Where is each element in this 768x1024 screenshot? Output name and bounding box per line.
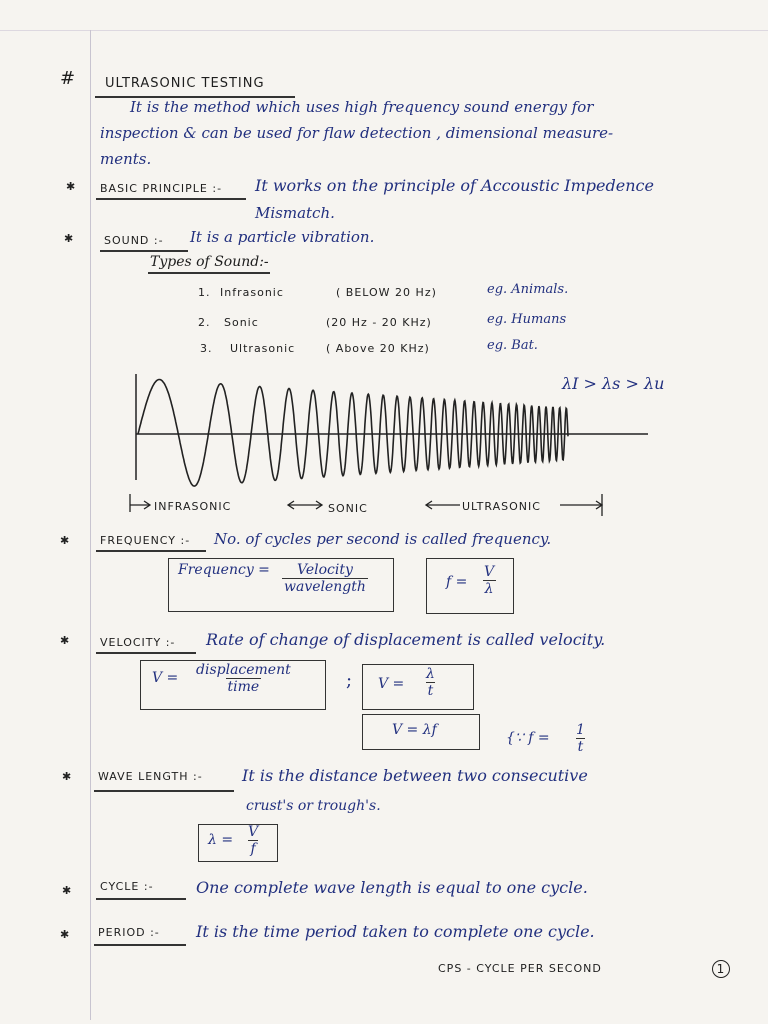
basic-principle-heading: BASIC PRINCIPLE :-: [100, 182, 223, 195]
footer-abbreviation: CPS - CYCLE PER SECOND: [438, 962, 602, 975]
intro-line-3: ments.: [100, 150, 152, 168]
since-fraction: [574, 722, 587, 755]
fraction-denominator: t: [427, 683, 434, 699]
bullet-star: ✱: [60, 634, 70, 647]
bullet-star: ✱: [66, 180, 76, 193]
fraction-numerator: Velocity: [297, 562, 353, 578]
wavelength-text: It is the distance between two consecutive: [242, 766, 588, 785]
velocity-formula-left: V =: [152, 670, 179, 686]
intro-line-1: It is the method which uses high frequency sound energy for: [130, 98, 594, 116]
types-heading: Types of Sound:-: [150, 254, 269, 270]
sound-text: It is a particle vibration.: [190, 228, 375, 246]
frequency-formula-box-2: [426, 558, 514, 614]
fraction-denominator: λ: [484, 581, 494, 597]
frequency-formula-left: Frequency =: [178, 562, 270, 578]
wavelength-text-2: crust's or trough's.: [246, 798, 381, 814]
basic-principle-text: It works on the principle of Accoustic Impedence: [255, 176, 654, 195]
sound-heading: SOUND :-: [104, 234, 164, 247]
fraction-denominator: time: [227, 679, 260, 695]
heading-underline: [96, 898, 186, 900]
bullet-star: ✱: [60, 928, 70, 941]
cycle-heading: CYCLE :-: [100, 880, 154, 893]
type-3-num: 3.: [200, 342, 213, 355]
type-2-range: (20 Hz - 20 KHz): [326, 316, 432, 329]
fraction-denominator: wavelength: [284, 579, 366, 595]
type-3-range: ( Above 20 KHz): [326, 342, 430, 355]
type-2-example: eg. Humans: [487, 312, 567, 327]
type-1-num: 1.: [198, 286, 211, 299]
sound-wave-curve: [138, 380, 568, 487]
period-text: It is the time period taken to complete one cycle.: [196, 922, 595, 941]
velocity-formula-fraction: [194, 662, 293, 695]
page-number: 1: [712, 960, 730, 978]
velocity-text: Rate of change of displacement is called velocity.: [206, 630, 606, 649]
bullet-star: ✱: [62, 770, 72, 783]
fraction-numerator: displacement: [196, 662, 291, 678]
label-sonic: SONIC: [328, 502, 368, 515]
label-ultrasonic: ULTRASONIC: [462, 500, 541, 513]
fraction-numerator: λ: [426, 666, 435, 682]
frequency-formula2-fraction: [482, 564, 496, 597]
wavelength-relation: λI > λs > λu: [562, 374, 665, 393]
type-1-example: eg. Animals.: [487, 282, 569, 297]
velocity-formula2-fraction: [424, 666, 437, 699]
heading-underline: [96, 550, 206, 552]
period-heading: PERIOD :-: [98, 926, 160, 939]
basic-principle-text-2: Mismatch.: [255, 204, 335, 222]
wavelength-formula-fraction: [246, 824, 260, 857]
wavelength-formula-left: λ =: [208, 832, 234, 848]
velocity-formula2-left: V =: [378, 676, 405, 692]
type-2-name: Sonic: [224, 316, 259, 329]
frequency-text: No. of cycles per second is called frequency.: [214, 530, 552, 548]
type-3-example: eg. Bat.: [487, 338, 538, 353]
semicolon: ;: [346, 670, 353, 691]
frequency-formula-fraction: [282, 562, 368, 595]
frequency-formula2-left: f =: [446, 574, 468, 590]
bullet-star: ✱: [60, 534, 70, 547]
cycle-text: One complete wave length is equal to one cycle.: [196, 878, 588, 897]
frequency-heading: FREQUENCY :-: [100, 534, 191, 547]
page-title: ULTRASONIC TESTING: [105, 76, 265, 91]
bullet-star: ✱: [64, 232, 74, 245]
type-1-range: ( BELOW 20 Hz): [336, 286, 437, 299]
fraction-numerator: V: [248, 824, 259, 840]
label-infrasonic: INFRASONIC: [154, 500, 232, 513]
heading-underline: [96, 652, 196, 654]
wavelength-heading: WAVE LENGTH :-: [98, 770, 203, 783]
fraction-denominator: f: [250, 841, 256, 857]
fraction-numerator: 1: [576, 722, 585, 738]
bullet-star: ✱: [62, 884, 72, 897]
fraction-denominator: t: [577, 739, 584, 755]
type-3-name: Ultrasonic: [230, 342, 296, 355]
type-2-num: 2.: [198, 316, 211, 329]
heading-underline: [94, 944, 186, 946]
since-note: {∵ f =: [506, 730, 550, 746]
heading-underline: [94, 790, 234, 792]
velocity-heading: VELOCITY :-: [100, 636, 176, 649]
velocity-formula3: V = λf: [392, 722, 437, 738]
intro-line-2: inspection & can be used for flaw detection , dimensional measure-: [100, 124, 614, 142]
hash-mark: #: [60, 68, 77, 89]
type-1-name: Infrasonic: [220, 286, 284, 299]
fraction-numerator: V: [484, 564, 495, 580]
